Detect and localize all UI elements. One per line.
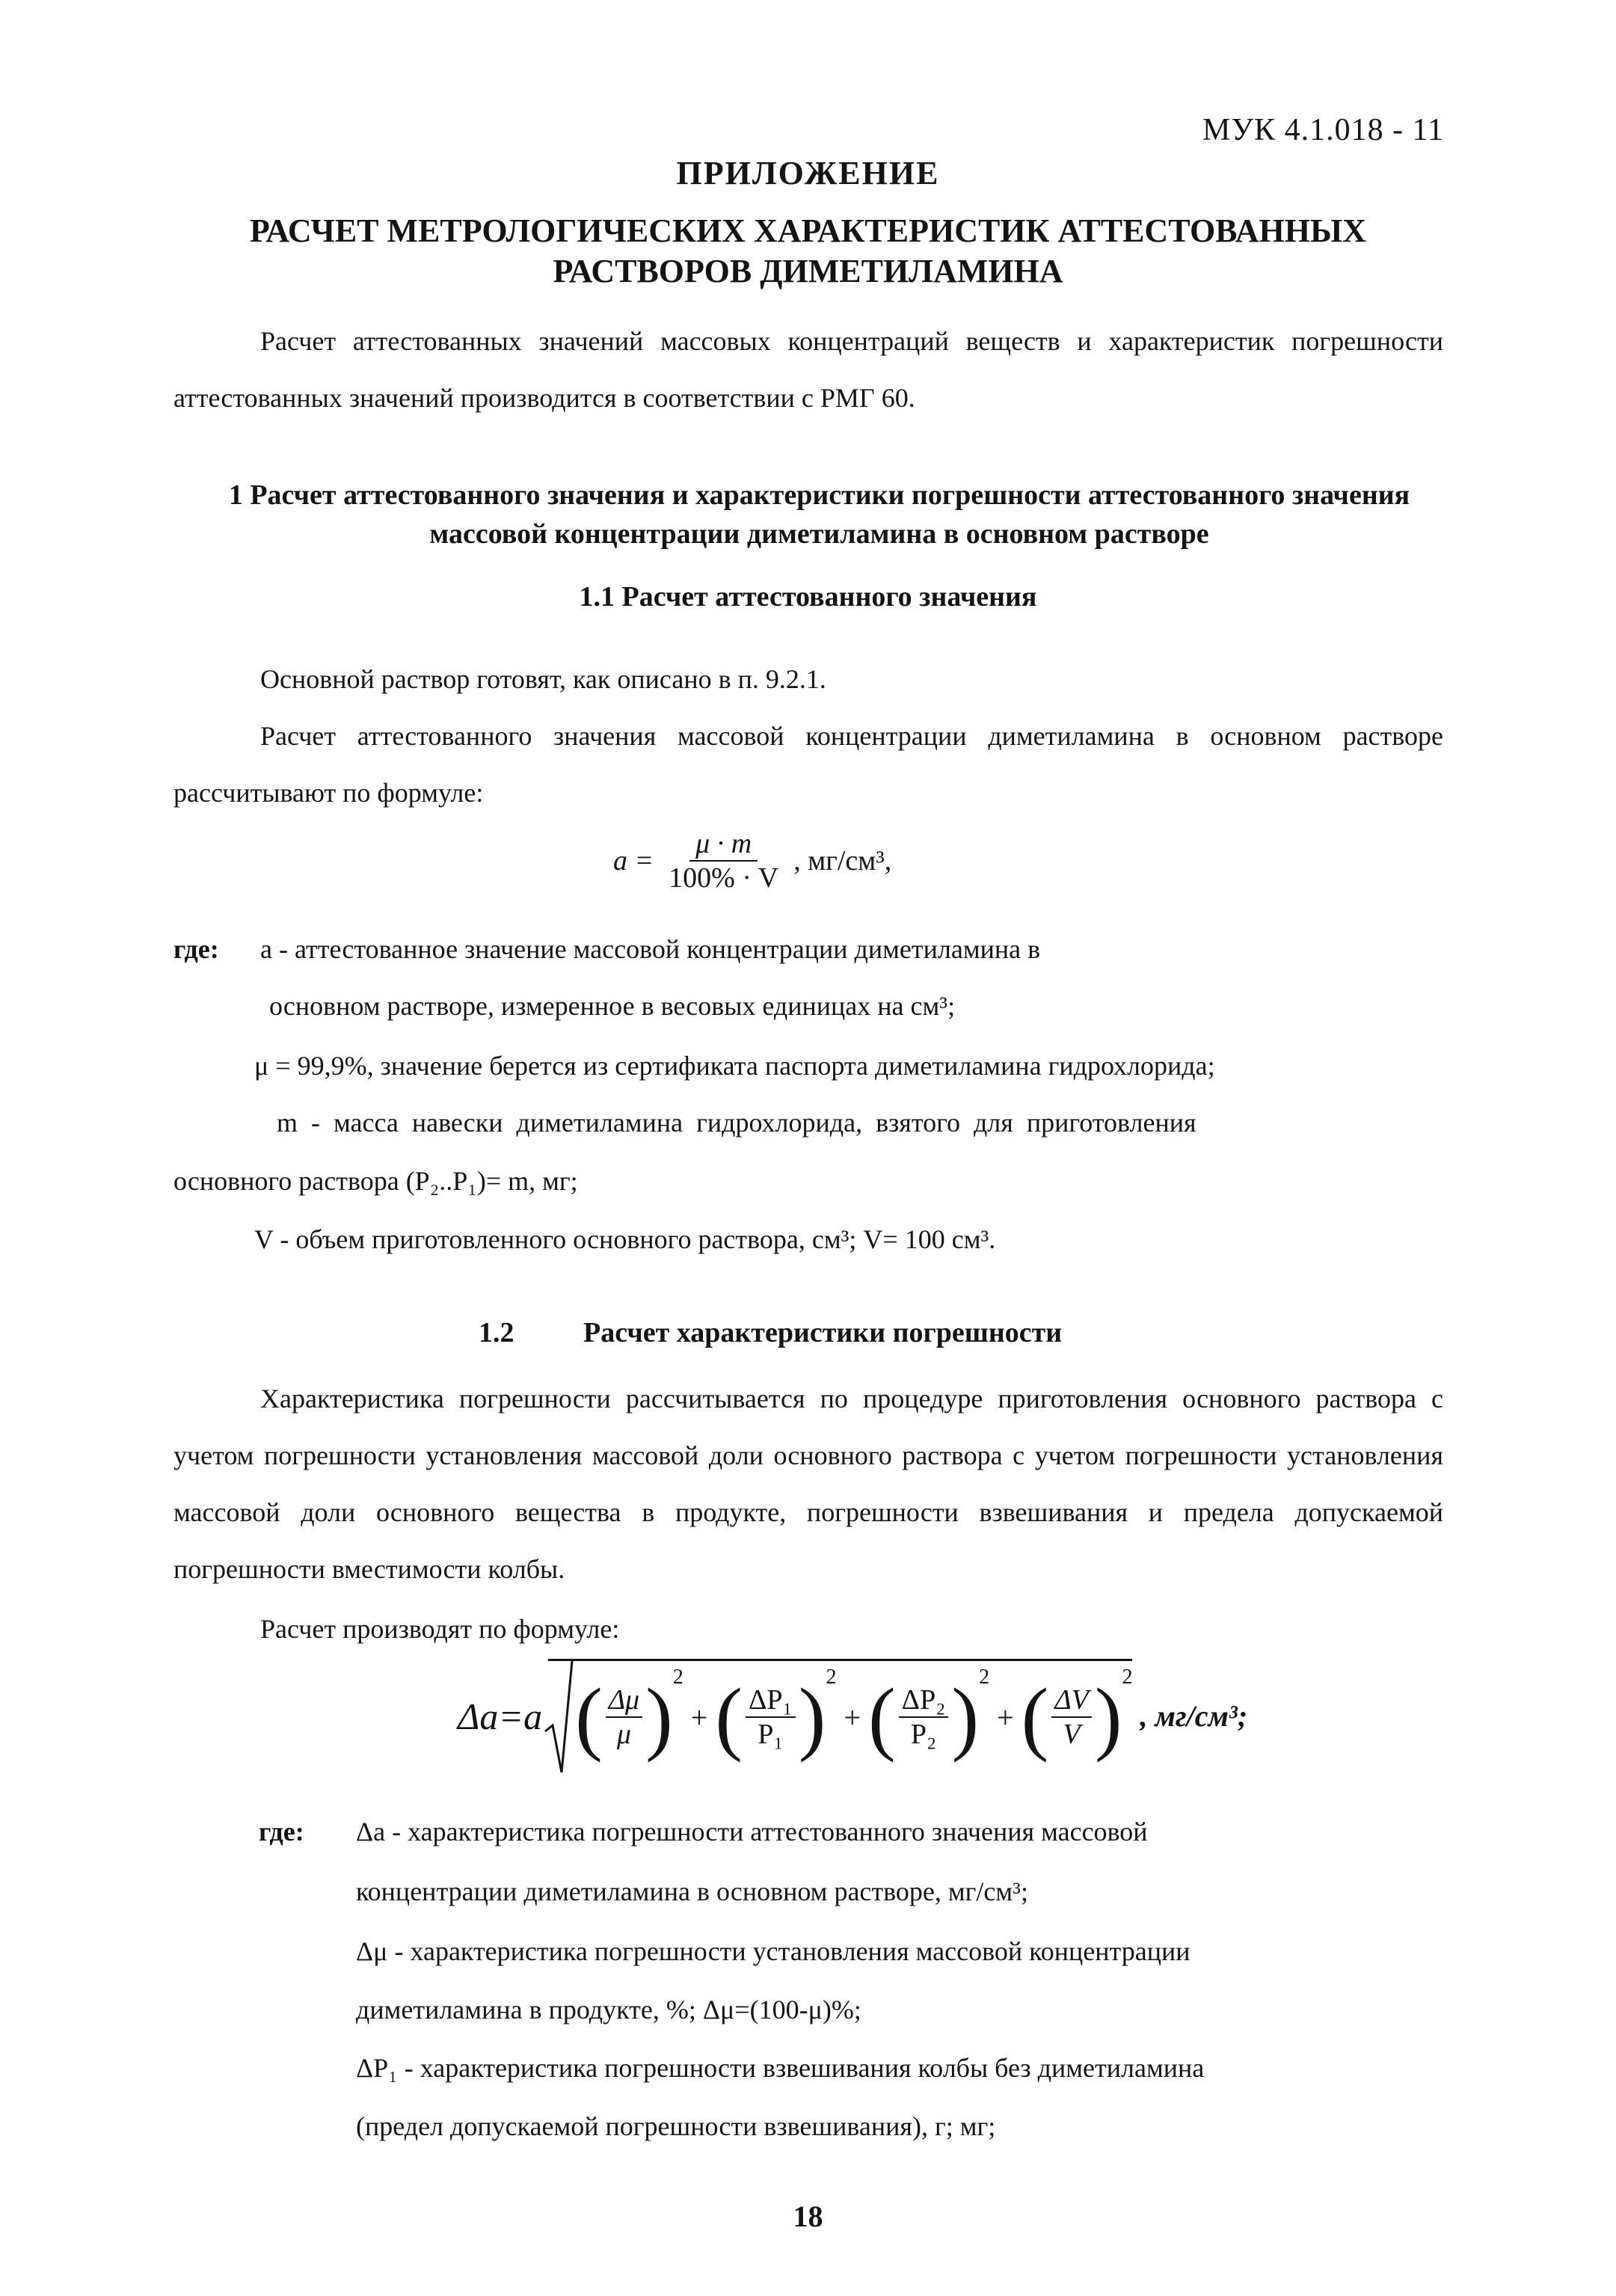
concentration-formula bbox=[613, 827, 891, 894]
definition-line: основном растворе, измеренное в весовых единицах на см³; bbox=[269, 991, 956, 1021]
definition-line: основного раствора (P₂..P₁)= m, мг; bbox=[173, 1166, 578, 1196]
formula-units: , мг/см³, bbox=[793, 845, 892, 877]
radical-sign-icon bbox=[544, 1657, 574, 1776]
definition-line: (предел допускаемой погрешности взвешивания), г; мг; bbox=[356, 2111, 996, 2141]
term-fraction: $\frac{\text{ΔP₁}}{\text{P₁}}$ bbox=[746, 1683, 796, 1751]
page-number: 18 bbox=[793, 2200, 823, 2233]
document-code: МУК 4.1.018 - 11 bbox=[1202, 113, 1444, 147]
formula-numerator: μ · m bbox=[689, 827, 758, 862]
document-title: РАСЧЕТ МЕТРОЛОГИЧЕСКИХ ХАРАКТЕРИСТИК АТТЕСТОВАННЫХ РАСТВОРОВ ДИМЕТИЛАМИНА bbox=[250, 212, 1366, 289]
term-fraction: $\frac{\Delta V}{V}$ bbox=[1051, 1683, 1092, 1751]
error-formula-units: , мг/см³; bbox=[1140, 1699, 1248, 1733]
exponent: 2 bbox=[979, 1666, 990, 1689]
term-fraction: $\frac{\Delta\mu}{\mu}$ bbox=[606, 1683, 642, 1751]
formula-fraction bbox=[663, 827, 784, 894]
definition-line: диметиламина в продукте, %; Δμ=(100-μ)%; bbox=[356, 1995, 861, 2025]
section-1-heading: 1 Расчет аттестованного значения и характеристики погрешности аттестованного значения массовой концентрации диметиламина в основном растворе bbox=[228, 479, 1410, 550]
exponent: 2 bbox=[826, 1666, 837, 1689]
appendix-label: ПРИЛОЖЕНИЕ bbox=[676, 155, 940, 191]
term-fraction: $\frac{\text{ΔP₂}}{\text{P₂}}$ bbox=[899, 1683, 949, 1751]
definition-line: μ = 99,9%, значение берется из сертификата паспорта диметиламина гидрохлорида; bbox=[254, 1051, 1215, 1081]
exponent: 2 bbox=[672, 1666, 683, 1689]
formula-lhs: a = bbox=[613, 845, 654, 877]
where-label-1: где: bbox=[173, 934, 219, 964]
where-label-2: где: bbox=[259, 1817, 304, 1847]
section-1-2-heading: Расчет характеристики погрешности bbox=[583, 1317, 1063, 1348]
definition-line: a - аттестованное значение массовой концентрации диметиламина в bbox=[260, 934, 1041, 964]
definition-line: Δμ - характеристика погрешности установления массовой концентрации bbox=[356, 1936, 1191, 1966]
section-1-1-heading: 1.1 Расчет аттестованного значения bbox=[579, 581, 1037, 613]
definition-line: V - объем приготовленного основного раствора, см³; V= 100 см³. bbox=[254, 1224, 996, 1254]
paragraph-prep: Основной раствор готовят, как описано в п. 9.2.1. bbox=[260, 664, 826, 694]
definition-line: ΔP₁ - характеристика погрешности взвешивания колбы без диметиламина bbox=[356, 2053, 1205, 2083]
exponent: 2 bbox=[1122, 1666, 1133, 1689]
error-formula bbox=[458, 1659, 1247, 1773]
square-root: ( $\frac{\Delta\mu}{\mu}$ ) 2 + ( $\frac{\text{ΔP₁}}{\text{P₁}}$ ) 2 + ( $\frac{\text{ΔP₂}}{\text{P₂}}$ ) 2 + ( $\frac{\Delta V}{V}$ ) 2 bbox=[548, 1659, 1132, 1773]
paragraph-error-characteristic: Характеристика погрешности рассчитывается по процедуре приготовления основного раствора с учетом погрешности установления массовой доли основного раствора с учетом погрешности установления массовой доли основного вещества в продукте, погрешности взвешивания и предела допускаемой погрешности вместимости колбы. bbox=[173, 1384, 1443, 1584]
intro-paragraph: Расчет аттестованных значений массовых концентраций веществ и характеристик погрешности аттестованных значений производится в соответствии с РМГ 60. bbox=[173, 326, 1443, 413]
paragraph-calc-intro: Расчет аттестованного значения массовой концентрации диметиламина в основном растворе рассчитывают по формуле: bbox=[173, 721, 1443, 808]
section-1-2-number: 1.2 bbox=[479, 1317, 514, 1348]
formula-denominator: 100% · V bbox=[669, 862, 779, 894]
definition-line: m - масса навески диметиламина гидрохлорида, взятого для приготовления bbox=[277, 1108, 1196, 1138]
definition-line: Δa - характеристика погрешности аттестованного значения массовой bbox=[356, 1817, 1148, 1847]
paragraph-formula-intro: Расчет производят по формуле: bbox=[260, 1614, 620, 1644]
error-formula-lhs: Δa=a bbox=[458, 1695, 543, 1737]
definition-line: концентрации диметиламина в основном растворе, мг/см³; bbox=[356, 1876, 1028, 1906]
